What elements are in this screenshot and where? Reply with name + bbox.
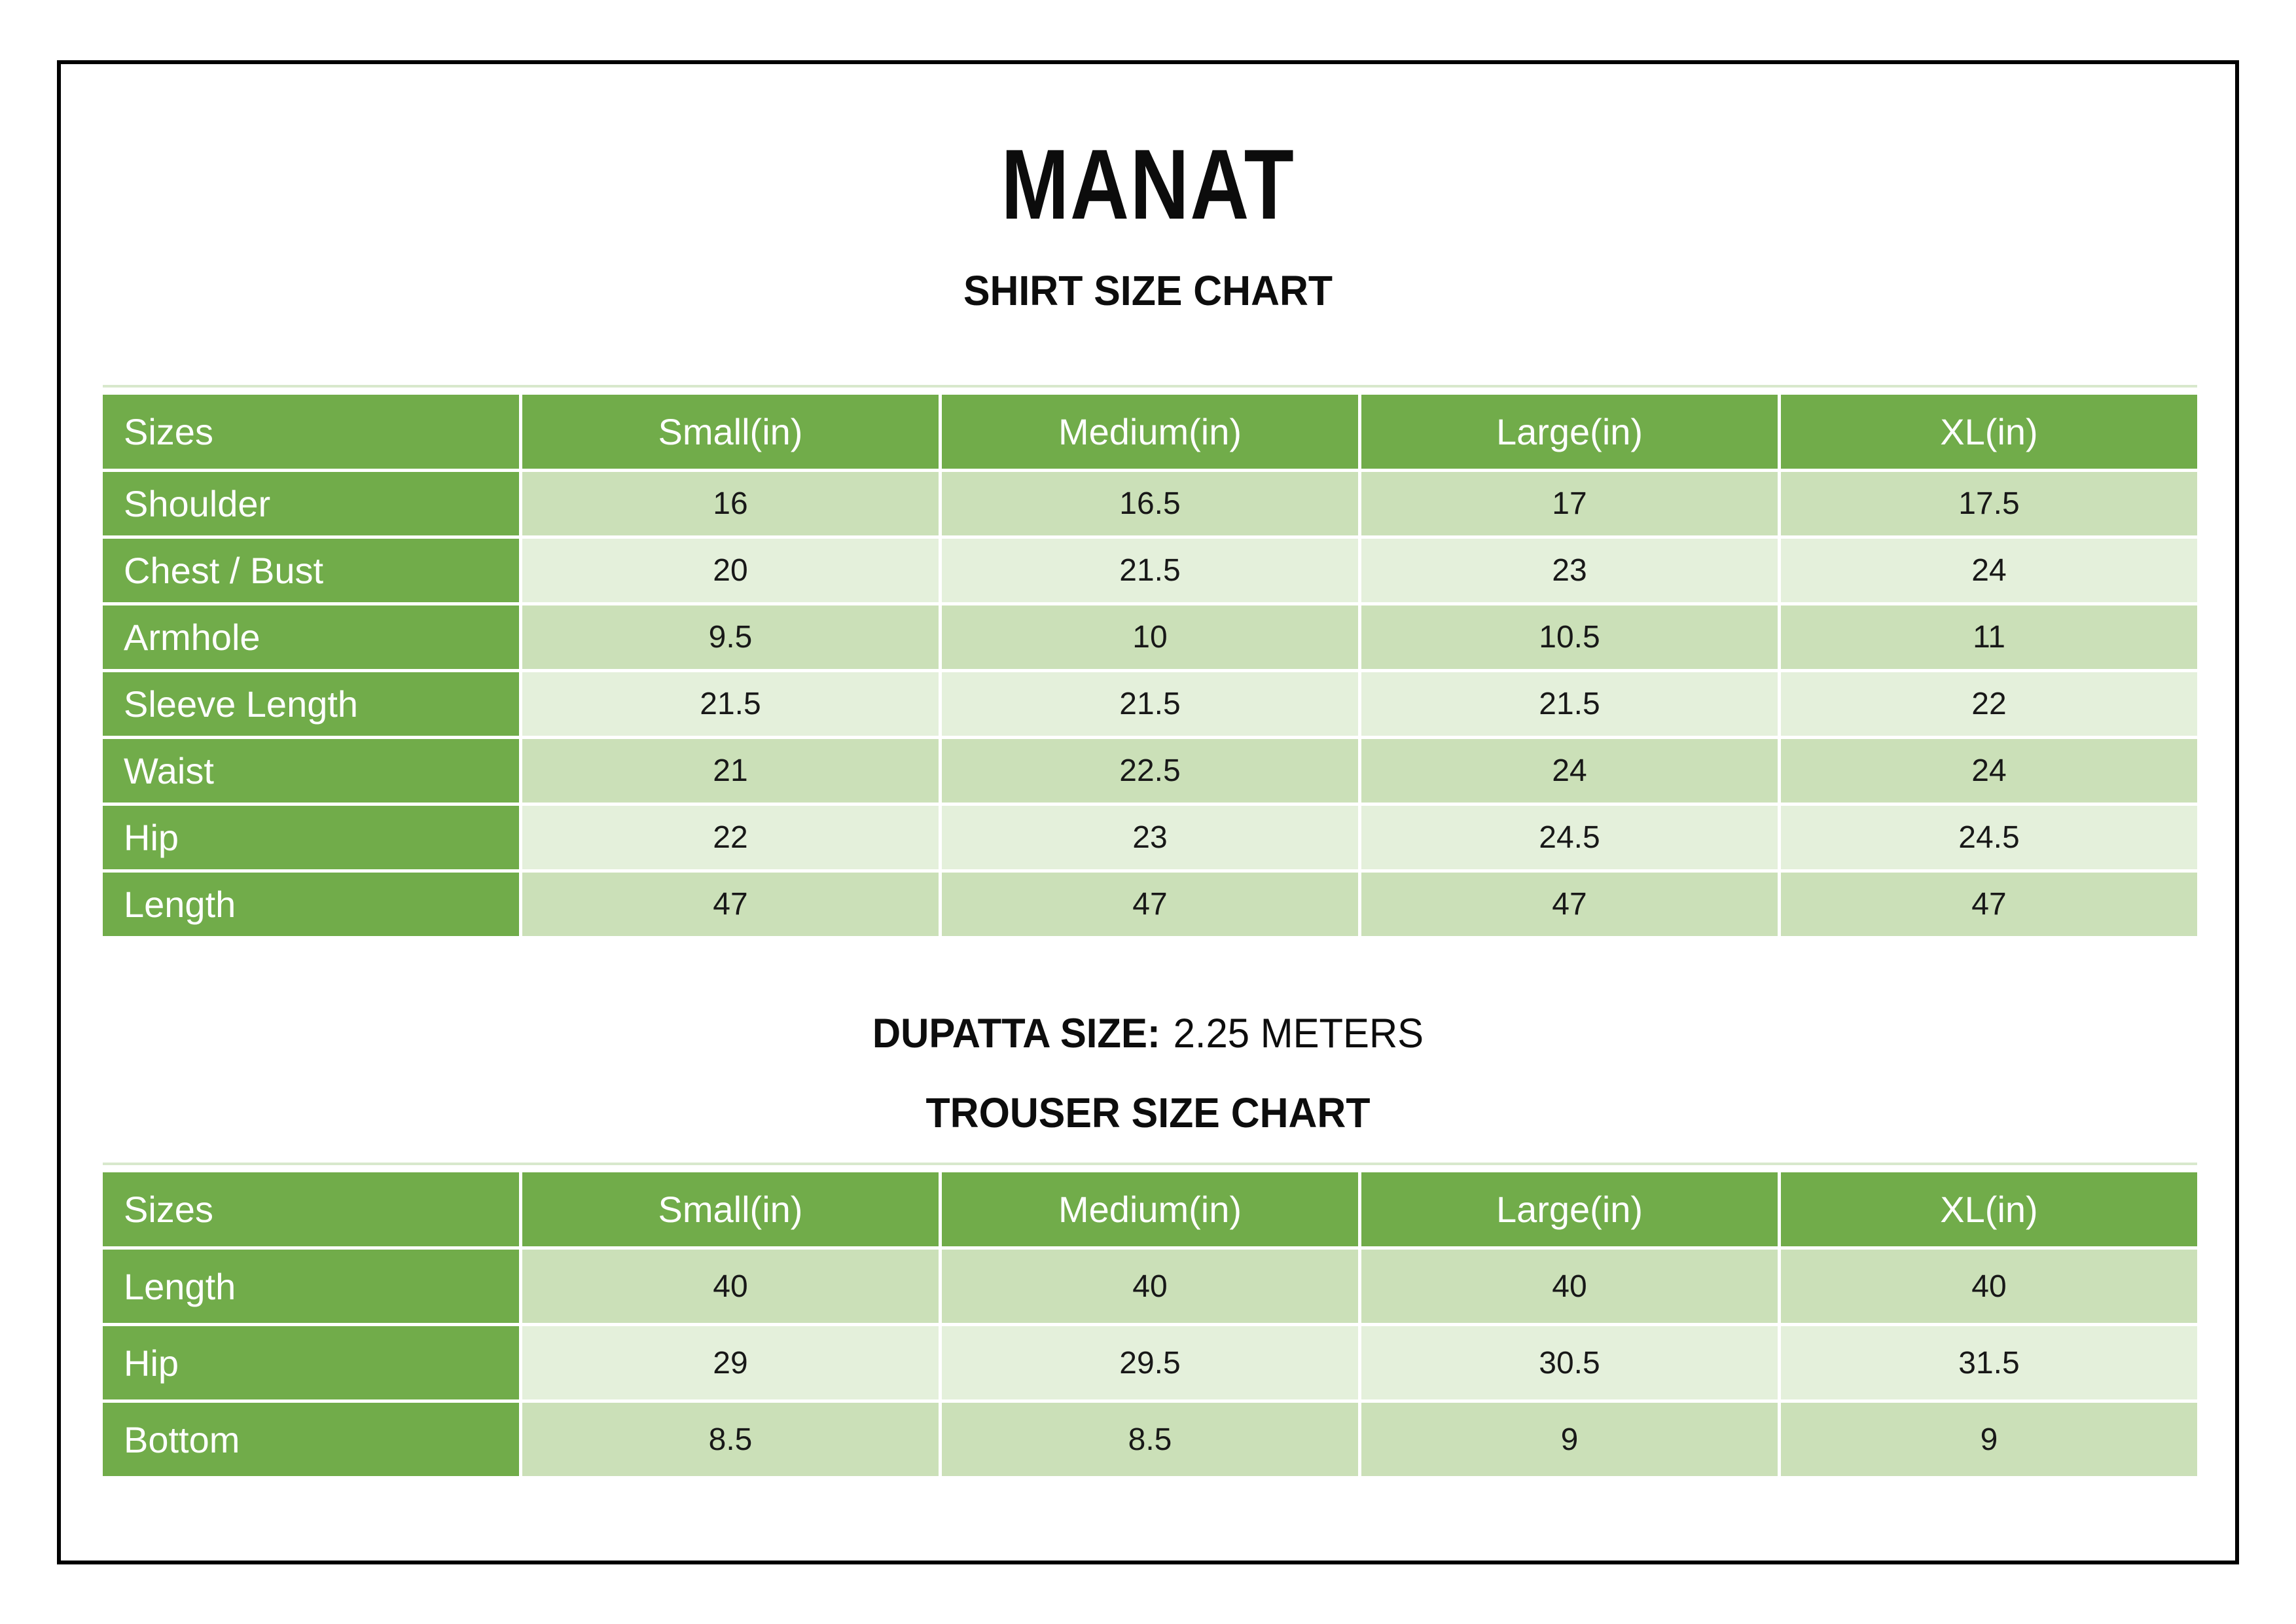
value-cell: 16.5 <box>942 472 1358 535</box>
value-cell: 8.5 <box>942 1403 1358 1476</box>
shirt-size-table <box>103 385 2197 936</box>
trouser-size-table <box>103 1163 2197 1476</box>
value-cell: 10 <box>942 605 1358 669</box>
column-header: Small(in) <box>522 1172 939 1246</box>
row-label: Sleeve Length <box>103 672 519 736</box>
column-header: XL(in) <box>1781 1172 2197 1246</box>
value-cell: 16 <box>522 472 939 535</box>
shirt-chart-title: SHIRT SIZE CHART <box>963 267 1333 314</box>
value-cell: 24 <box>1781 739 2197 803</box>
value-cell: 21.5 <box>1361 672 1778 736</box>
row-label: Shoulder <box>103 472 519 535</box>
brand-title: MANAT <box>1001 129 1295 240</box>
dupatta-size-label: DUPATTA SIZE: <box>872 1011 1160 1056</box>
row-label: Length <box>103 1250 519 1323</box>
column-header: Medium(in) <box>942 395 1358 469</box>
row-label: Waist <box>103 739 519 803</box>
row-label: Hip <box>103 1326 519 1399</box>
value-cell: 21.5 <box>942 672 1358 736</box>
table-top-rule <box>103 1163 2197 1165</box>
value-cell: 24 <box>1781 539 2197 602</box>
value-cell: 17 <box>1361 472 1778 535</box>
value-cell: 23 <box>942 806 1358 869</box>
value-cell: 24 <box>1361 739 1778 803</box>
value-cell: 40 <box>1361 1250 1778 1323</box>
value-cell: 31.5 <box>1781 1326 2197 1399</box>
value-cell: 40 <box>1781 1250 2197 1323</box>
column-header: Sizes <box>103 1172 519 1246</box>
row-label: Hip <box>103 806 519 869</box>
value-cell: 21 <box>522 739 939 803</box>
value-cell: 22 <box>522 806 939 869</box>
value-cell: 9 <box>1361 1403 1778 1476</box>
trouser-size-table-grid <box>103 1172 2197 1476</box>
column-header: Large(in) <box>1361 1172 1778 1246</box>
value-cell: 47 <box>1781 873 2197 936</box>
value-cell: 29.5 <box>942 1326 1358 1399</box>
dupatta-size-value: 2.25 METERS <box>1173 1011 1424 1056</box>
value-cell: 24.5 <box>1781 806 2197 869</box>
value-cell: 23 <box>1361 539 1778 602</box>
value-cell: 47 <box>942 873 1358 936</box>
value-cell: 47 <box>522 873 939 936</box>
value-cell: 17.5 <box>1781 472 2197 535</box>
column-header: Sizes <box>103 395 519 469</box>
value-cell: 22.5 <box>942 739 1358 803</box>
row-label: Armhole <box>103 605 519 669</box>
value-cell: 29 <box>522 1326 939 1399</box>
value-cell: 21.5 <box>942 539 1358 602</box>
value-cell: 20 <box>522 539 939 602</box>
value-cell: 11 <box>1781 605 2197 669</box>
value-cell: 10.5 <box>1361 605 1778 669</box>
value-cell: 40 <box>522 1250 939 1323</box>
value-cell: 30.5 <box>1361 1326 1778 1399</box>
value-cell: 22 <box>1781 672 2197 736</box>
value-cell: 40 <box>942 1250 1358 1323</box>
value-cell: 24.5 <box>1361 806 1778 869</box>
shirt-size-table-grid <box>103 395 2197 936</box>
table-top-rule <box>103 385 2197 388</box>
value-cell: 47 <box>1361 873 1778 936</box>
column-header: Small(in) <box>522 395 939 469</box>
column-header: XL(in) <box>1781 395 2197 469</box>
value-cell: 21.5 <box>522 672 939 736</box>
value-cell: 9 <box>1781 1403 2197 1476</box>
column-header: Medium(in) <box>942 1172 1358 1246</box>
value-cell: 9.5 <box>522 605 939 669</box>
row-label: Bottom <box>103 1403 519 1476</box>
column-header: Large(in) <box>1361 395 1778 469</box>
dupatta-size-note <box>58 1013 2239 1055</box>
value-cell: 8.5 <box>522 1403 939 1476</box>
row-label: Chest / Bust <box>103 539 519 602</box>
trouser-chart-title: TROUSER SIZE CHART <box>925 1089 1371 1136</box>
row-label: Length <box>103 873 519 936</box>
